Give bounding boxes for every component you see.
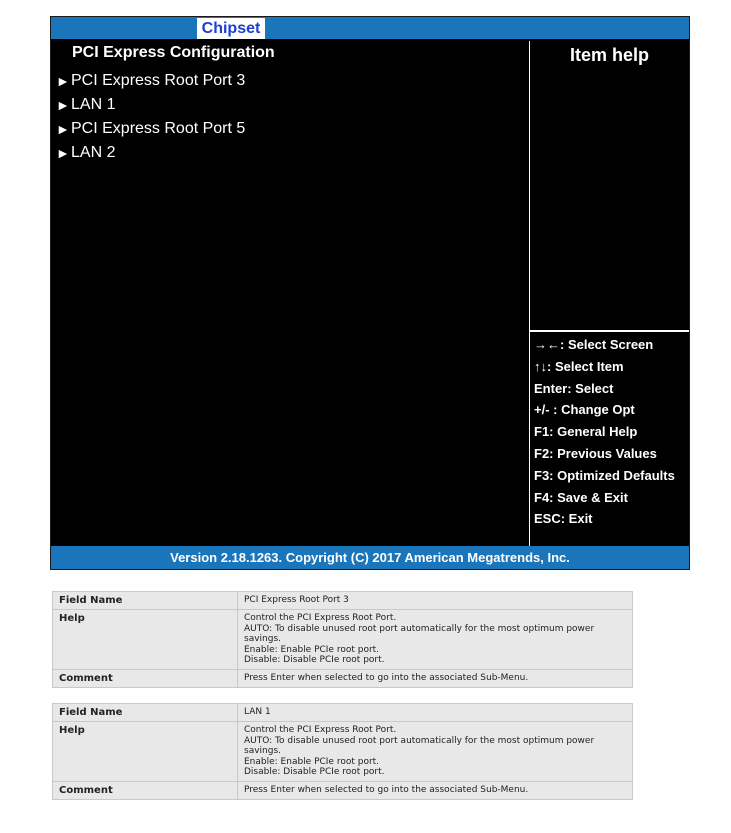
key-select-item: ↑↓: Select Item xyxy=(534,358,624,374)
submenu-item-label: LAN 2 xyxy=(71,144,116,161)
help-value xyxy=(238,610,633,670)
key-change-opt: +/- : Change Opt xyxy=(534,402,635,418)
key-legend xyxy=(534,334,675,530)
help-label: Help xyxy=(53,610,238,670)
field-name-label: Field Name xyxy=(53,704,238,722)
tab-bar xyxy=(51,17,689,39)
key-save-exit: F4: Save & Exit xyxy=(534,489,628,505)
help-pane xyxy=(530,39,689,548)
comment-label: Comment xyxy=(53,669,238,687)
help-divider xyxy=(530,330,689,332)
table-row xyxy=(53,722,633,782)
help-label: Help xyxy=(53,722,238,782)
triangle-right-icon: ► xyxy=(56,73,70,89)
item-help-title: Item help xyxy=(569,45,649,65)
submenu-item-lan-1[interactable] xyxy=(56,93,245,117)
field-table-root-port-3 xyxy=(52,591,633,688)
submenu-item-root-port-3[interactable] xyxy=(56,69,245,93)
table-row xyxy=(53,610,633,670)
submenu-item-label: PCI Express Root Port 3 xyxy=(71,72,246,89)
key-optimized-defaults: F3: Optimized Defaults xyxy=(534,467,675,483)
field-table-lan-1 xyxy=(52,703,633,800)
table-row xyxy=(53,592,633,610)
comment-label: Comment xyxy=(53,781,238,799)
help-line: AUTO: To disable unused root port automatically for the most optimum power savings. xyxy=(244,623,595,644)
triangle-right-icon: ► xyxy=(56,145,70,161)
submenu-list xyxy=(56,69,245,165)
table-row xyxy=(53,781,633,799)
bios-screen xyxy=(50,16,690,570)
help-line: Disable: Disable PCIe root port. xyxy=(244,767,385,777)
version-footer: Version 2.18.1263. Copyright (C) 2017 American Megatrends, Inc. xyxy=(51,546,689,569)
comment-value: Press Enter when selected to go into the associated Sub-Menu. xyxy=(238,781,633,799)
triangle-right-icon: ► xyxy=(56,121,70,137)
table-row xyxy=(53,669,633,687)
submenu-item-label: LAN 1 xyxy=(71,96,116,113)
tab-chipset[interactable]: Chipset xyxy=(197,18,265,39)
comment-value: Press Enter when selected to go into the associated Sub-Menu. xyxy=(238,669,633,687)
key-general-help: F1: General Help xyxy=(534,424,638,440)
help-line: Control the PCI Express Root Port. xyxy=(244,613,397,623)
help-line: Control the PCI Express Root Port. xyxy=(244,725,397,735)
submenu-item-label: PCI Express Root Port 5 xyxy=(71,120,246,137)
submenu-item-root-port-5[interactable] xyxy=(56,117,245,141)
help-line: AUTO: To disable unused root port automatically for the most optimum power savings. xyxy=(244,735,595,756)
submenu-item-lan-2[interactable] xyxy=(56,141,245,165)
table-row xyxy=(53,704,633,722)
help-value xyxy=(238,722,633,782)
help-line: Enable: Enable PCIe root port. xyxy=(244,756,380,767)
triangle-right-icon: ► xyxy=(56,97,70,113)
help-line: Enable: Enable PCIe root port. xyxy=(244,644,380,655)
key-enter-select: Enter: Select xyxy=(534,380,614,396)
key-previous-values: F2: Previous Values xyxy=(534,445,657,461)
field-name-label: Field Name xyxy=(53,592,238,610)
field-name-value: PCI Express Root Port 3 xyxy=(238,592,633,610)
settings-pane xyxy=(51,39,529,548)
field-name-value: LAN 1 xyxy=(238,704,633,722)
page-title: PCI Express Configuration xyxy=(72,44,275,61)
key-esc-exit: ESC: Exit xyxy=(534,511,593,527)
help-line: Disable: Disable PCIe root port. xyxy=(244,655,385,665)
key-select-screen: →←: Select Screen xyxy=(534,337,654,352)
